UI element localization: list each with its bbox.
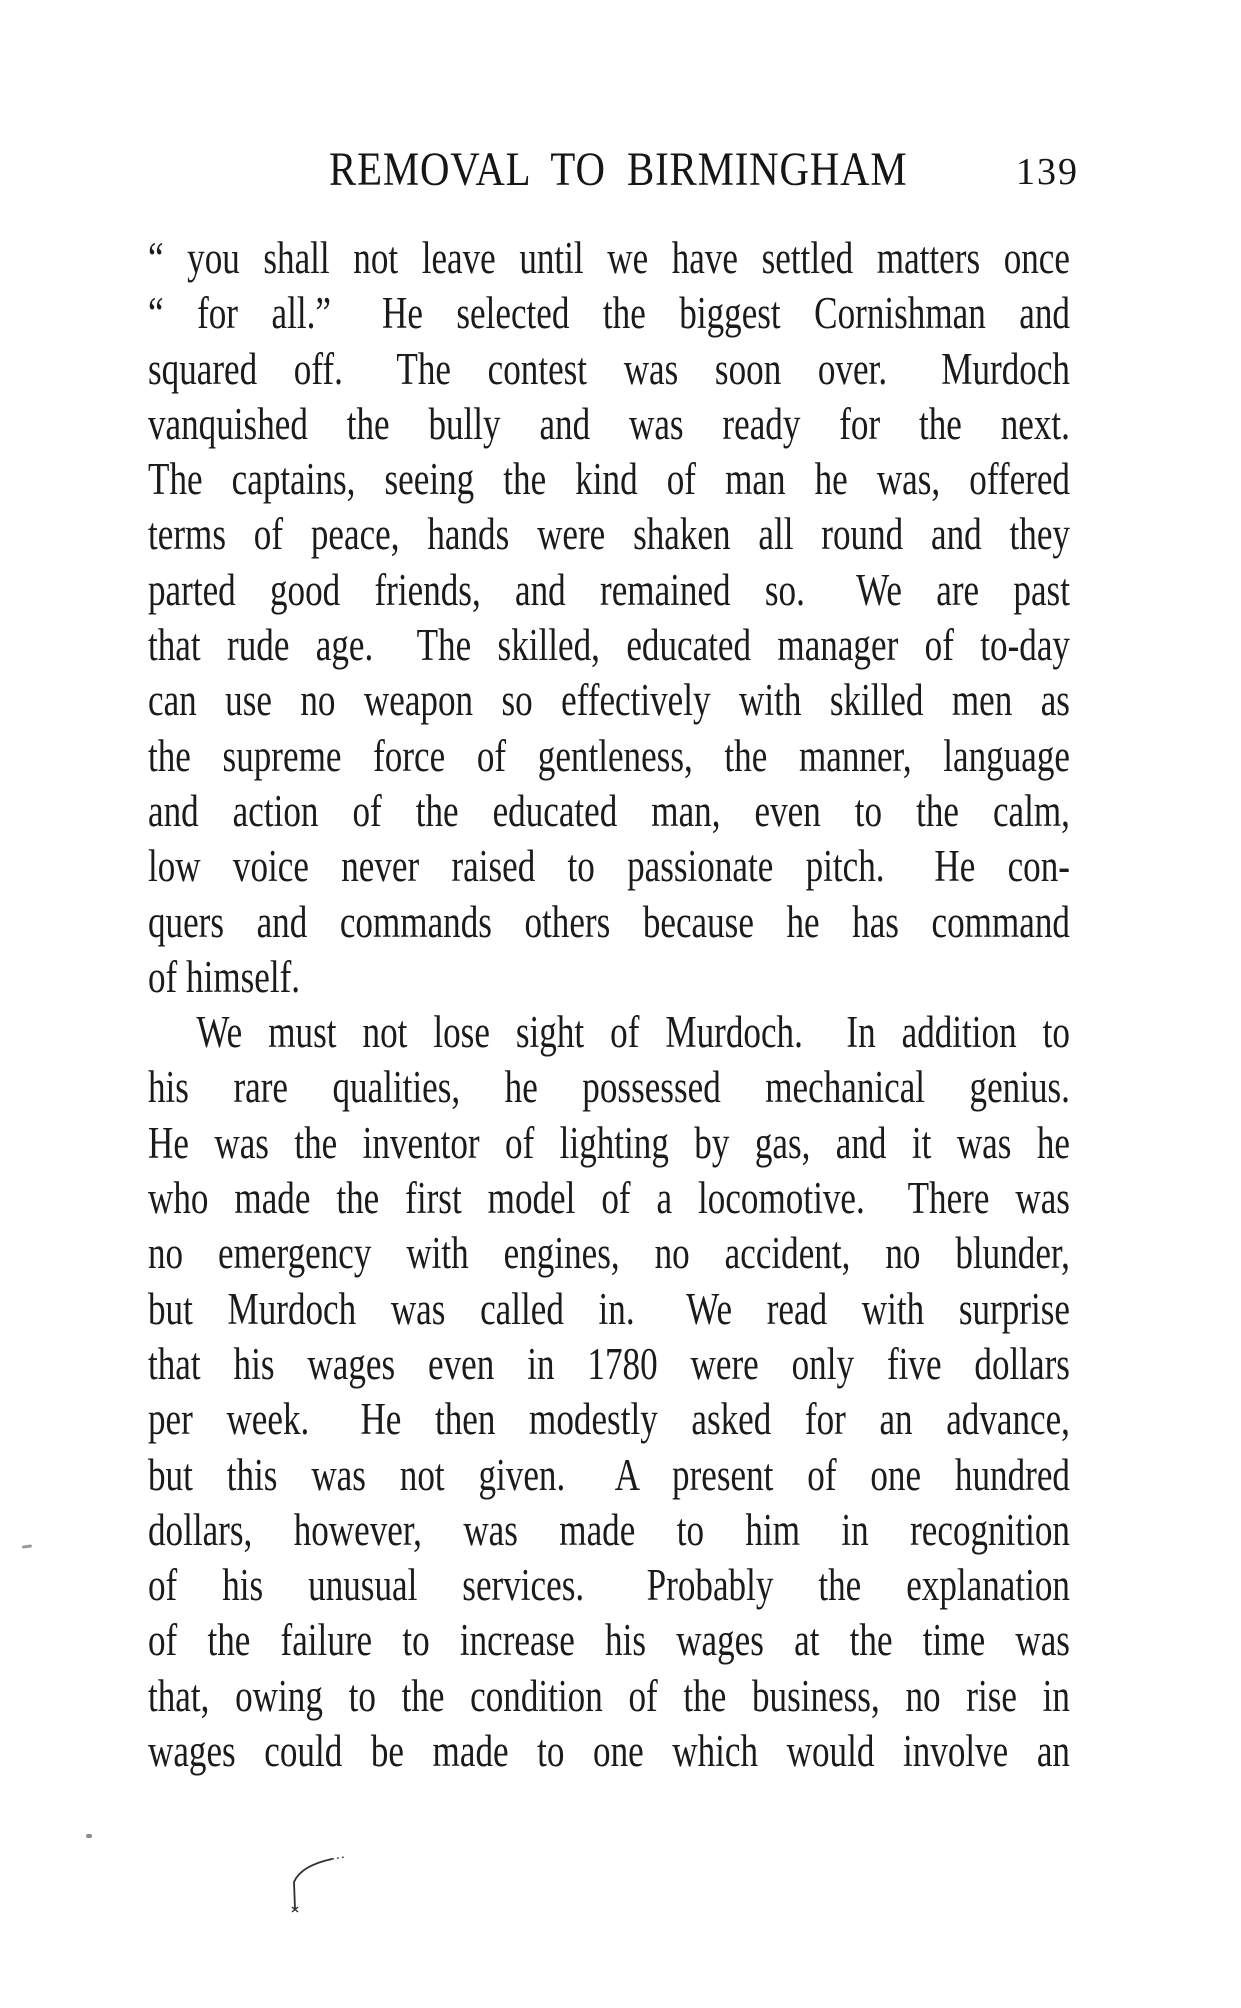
text-line: of his unusual services. Probably the explanation: [148, 1560, 1070, 1611]
text-line: but Murdoch was called in. We read with surprise: [148, 1283, 1070, 1334]
text-line: per week. He then modestly asked for an advance,: [148, 1394, 1070, 1445]
body-text: [148, 231, 1070, 1779]
page-number: 139: [1016, 151, 1079, 193]
text-line: terms of peace, hands were shaken all round and they: [148, 509, 1070, 560]
text-line: quers and commands others because he has command: [148, 896, 1070, 947]
scan-speck: [86, 1834, 92, 1838]
text-line: vanquished the bully and was ready for the next.: [148, 398, 1070, 449]
text-line: dollars, however, was made to him in recognition: [148, 1504, 1070, 1555]
text-line: of the failure to increase his wages at the time was: [148, 1615, 1070, 1666]
text-line: the supreme force of gentleness, the manner, language: [148, 730, 1070, 781]
text-line: that, owing to the condition of the business, no rise in: [148, 1670, 1070, 1721]
text-line: that his wages even in 1780 were only five dollars: [148, 1338, 1070, 1389]
text-line: He was the inventor of lighting by gas, and it was he: [148, 1117, 1070, 1168]
text-line: and action of the educated man, even to the calm,: [148, 785, 1070, 836]
text-line: of himself.: [148, 951, 301, 1002]
text-line: “ you shall not leave until we have settled matters once: [148, 233, 1070, 283]
text-line: squared off. The contest was soon over. Murdoch: [148, 343, 1070, 394]
text-line: but this was not given. A present of one hundred: [148, 1449, 1070, 1500]
text-line: who made the first model of a locomotive. There was: [148, 1173, 1070, 1224]
pen-mark-icon: [288, 1853, 348, 1917]
running-header-title: REMOVAL TO BIRMINGHAM: [329, 143, 908, 196]
text-line: low voice never raised to passionate pitch. He con-: [148, 841, 1070, 892]
text-line: The captains, seeing the kind of man he was, offered: [148, 454, 1070, 505]
text-line: can use no weapon so effectively with skilled men as: [148, 675, 1070, 726]
text-line: that rude age. The skilled, educated manager of to-day: [148, 620, 1070, 671]
text-line: no emergency with engines, no accident, no blunder,: [148, 1228, 1070, 1279]
text-line: We must not lose sight of Murdoch. In addition to: [196, 1007, 1070, 1058]
scan-speck: [22, 1544, 32, 1548]
text-line: “ for all.” He selected the biggest Cornishman and: [148, 288, 1070, 339]
text-line: parted good friends, and remained so. We are past: [148, 564, 1070, 615]
text-line: wages could be made to one which would involve an: [148, 1726, 1070, 1777]
text-line: his rare qualities, he possessed mechanical genius.: [148, 1062, 1070, 1113]
